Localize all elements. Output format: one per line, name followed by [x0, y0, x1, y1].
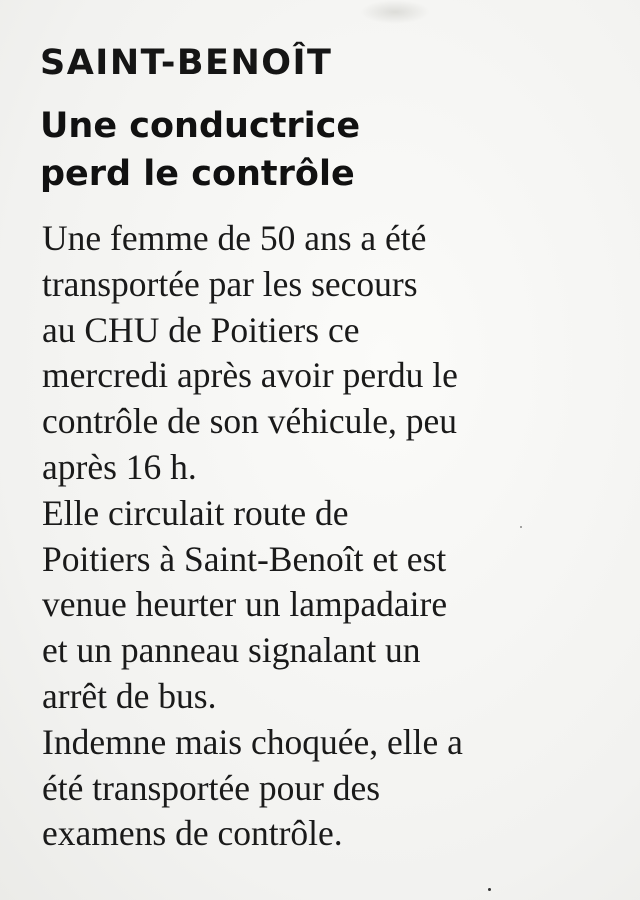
- body-line: été transportée pour des: [42, 767, 381, 808]
- body-line: et un panneau signalant un: [42, 630, 421, 671]
- body-line: venue heurter un lampadaire: [42, 584, 448, 625]
- body-line: Poitiers à Saint-Benoît et est: [42, 538, 447, 579]
- ink-speck: [520, 526, 522, 528]
- body-line: contrôle de son véhicule, peu: [42, 401, 458, 442]
- body-line: mercredi après avoir perdu le: [42, 355, 458, 396]
- article-headline: [40, 102, 620, 198]
- paper-smudge: [360, 0, 430, 24]
- body-line: au CHU de Poitiers ce: [42, 309, 360, 350]
- location-kicker: SAINT-BENOÎT: [40, 43, 333, 83]
- ink-speck: [488, 888, 491, 891]
- body-line: Une femme de 50 ans a été: [42, 218, 427, 258]
- body-line: arrêt de bus.: [42, 675, 217, 716]
- body-line: Indemne mais choquée, elle a: [42, 721, 463, 762]
- headline-line: perd le contrôle: [40, 154, 355, 194]
- body-line: après 16 h.: [42, 446, 197, 487]
- body-line: transportée par les secours: [42, 263, 418, 304]
- headline-line: Une conductrice: [40, 106, 361, 146]
- article-body: [42, 216, 622, 857]
- body-line: Elle circulait route de: [42, 492, 349, 533]
- body-line: examens de contrôle.: [42, 813, 343, 854]
